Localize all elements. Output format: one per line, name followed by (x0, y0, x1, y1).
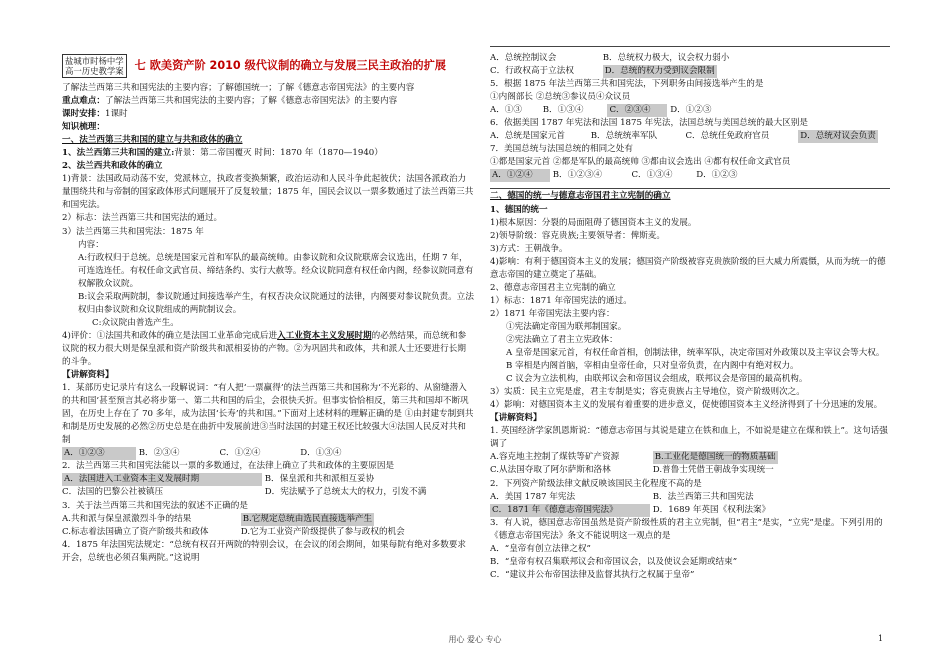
eval-part1: 4)评价：①法国共和政体的确立是法国工业革命完成后进 (62, 330, 278, 341)
s2-content-4: C 议会为立法机构，由联邦议会和帝国议会组成，联邦议会是帝国的最高机构。 (506, 374, 808, 385)
s2-essence: 3）实质：民主立宪是虚，君主专制是实；容克贵族占主导地位，资产阶级则次之。 (490, 387, 805, 398)
hours-text: 1课时 (104, 109, 128, 120)
question-4: 4．1875 年法国宪法规定：“总统有权召开两院的特别会议，在会议的闭会期间，如果每院有绝对多数要求开会，总统也必须召集两院。”这说明 (62, 539, 466, 563)
eval-underlined: 入工业资本主义发展时期 (277, 330, 372, 341)
q1-option-c: C．①②④ (219, 448, 261, 459)
q3-option-b: B.它规定总统由选民直接选举产生 (241, 513, 374, 526)
top-rule (490, 46, 890, 47)
section2-title (490, 188, 890, 203)
q3-option-a: A.共和派与保皇派激烈斗争的结果 (62, 513, 192, 524)
para-background: 1)背景：法国政局动荡不安，党派林立，执政者变换频繁，政治运动和人民斗争此起彼伏；法国各派政治力量围绕共和与帝制的国家政体形式问题展开了反复较量；1875 年，国民会议以一票多数通过了法兰西第三共和国宪法。 (62, 174, 474, 211)
s2-sign: 1）标志：1871 年帝国宪法的通过。 (490, 295, 632, 306)
q1-option-b: B．②③④ (138, 448, 180, 459)
s2-heading: 2、德意志帝国君主立宪制的确立 (490, 282, 616, 293)
rq2-options-cd (490, 504, 890, 517)
section2-title-text: 二、德国的统一与德意志帝国君主立宪制的确立 (490, 191, 671, 202)
q7-option-d: D．①②③ (696, 170, 738, 181)
para-a: A:行政权归于总统。总统是国家元首和军队的最高统帅。由参议院和众议院联席会议选出，任期 7 年，可连选连任。有权任命文武官员、缔结条约、实行大赦等。经众议院同意有权任命内阁，经参议院同意有权解散众议院。 (78, 252, 474, 289)
q1-options (62, 447, 474, 460)
q2-options-cd (62, 486, 474, 499)
s1-cause: 1)根本原因：分裂的局面阻碍了德国资本主义的发展。 (490, 217, 697, 228)
question-7: 7．美国总统与法国总统的相同之处有 (490, 144, 633, 155)
q5-option-b: B．①③④ (542, 105, 584, 116)
rq3-option-a: A．“皇帝有创立法律之权” (490, 543, 591, 554)
left-column (62, 48, 474, 565)
rq2-option-d: D．1689 年英国《权利法案》 (652, 504, 771, 515)
q6-option-a: A．总统是国家元首 (490, 131, 565, 142)
q3-option-d: D.它为工业资产阶级提供了参与政权的机会 (240, 526, 405, 537)
rq2-option-b: B．法兰西第三共和国宪法 (652, 491, 754, 502)
q7-options (490, 169, 890, 182)
rq3-option-c: C．“建议并公布帝国法律及监督其执行之权属于皇帝” (490, 569, 695, 580)
para-b: B:议会采取两院制，参议院通过间接选举产生，有权否决众议院通过的法律，内阁要对参议院负责。立法权归由参议院和众议院组成的两院制议会。 (78, 291, 474, 315)
q4-options-cd (490, 65, 890, 78)
s1-impact: 4)影响：有利于德国资本主义的发展；德国资产阶级被容克贵族阶级的巨大威力所震慑，从而为统一的德意志帝国的建立奠定了基础。 (490, 256, 886, 280)
school-line1: 盐城市时杨中学 (65, 56, 124, 66)
q6-option-b: B．总统统率军队 (590, 131, 658, 142)
right-question-2: 2．下列资产阶级法律文献反映该国民主化程度不高的是 (490, 478, 702, 489)
q2-option-a: A．法国进入工业资本主义发展时期 (62, 473, 262, 486)
rq2-options-ab (490, 491, 890, 504)
rq2-option-a: A．美国 1787 年宪法 (490, 491, 576, 502)
para-content-label: 内容： (78, 239, 104, 250)
q3-options-ab (62, 513, 474, 526)
rq3-option-b: B．“皇帝有权召集联邦议会和帝国议会，以及使议会延期或结束” (490, 556, 738, 567)
question-3: 3．关于法兰西第三共和国宪法的叙述不正确的是 (62, 500, 248, 511)
q2-options-ab (62, 473, 474, 486)
para-constitution: 3）法兰西第三共和国宪法：1875 年 (62, 226, 204, 237)
question-1: 1．某部历史记录片有这么一段解说词：“有人把‘一票赢得’的法兰西第三共和国称为‘不光彩的、从窗缝潜入的共和国’甚至预言其必将步第一、第二共和国的后尘，会很快夭折。但事实恰恰相反，第三共和国却不断巩固，在历史上存在了 70 多年，成为法国‘长寿’的共和国。”下面对上述材料的理解正确的是 ①由封建专制到共和制是历史发展的必然②历史总是在曲折中发展前进③当时法国的封建王权还比较强大④法国人民反对共和制 (62, 383, 474, 446)
q7-option-c: C．①③④ (631, 170, 673, 181)
q4-option-c: C．行政权高于立法权 (490, 66, 574, 77)
q4-options-ab (490, 52, 890, 65)
sub2-heading: 2、法兰西共和政体的确立 (62, 161, 163, 172)
question-2: 2．法兰西第三共和国宪法能以一票的多数通过，在法律上确立了共和政体的主要原因是 (62, 461, 395, 472)
focus-line (62, 95, 474, 108)
eval-part2: 的必然结果，而总统和参议院的权力很大则是保皇派和资产阶级共和派相妥协的产物。②为巩固共和政体，共和派人士还要进行长期的斗争。 (62, 330, 467, 367)
q1-option-a: A．①②③ (62, 447, 136, 460)
rq1-options-ab (490, 451, 890, 464)
s2-content: 2）1871 年帝国宪法主要内容： (490, 308, 615, 319)
q6-option-c: C．总统任免政府官员 (685, 131, 770, 142)
right-question-3: 3．有人说，德国意志帝国虽然是资产阶级性质的君主立宪制，但“君主”是实，“立宪”是虚。下列引用的《德意志帝国宪法》条文不能说明这一观点的是 (490, 517, 883, 541)
right-column (490, 52, 890, 582)
rq1-option-b: B.工业化是德国统一的物质基础 (653, 451, 778, 464)
q5-option-a: A．①③ (490, 105, 522, 116)
q5-options (490, 104, 890, 117)
header-row (62, 54, 474, 78)
q1-option-d: D．①③④ (300, 448, 342, 459)
sub1-line (62, 147, 474, 160)
focus-label: 重点难点： (62, 96, 105, 107)
lecture-heading: 【讲解资料】 (62, 370, 114, 381)
q5-option-d: D．①②③ (670, 105, 712, 116)
q4-option-b: B．总统权力极大，议会权力弱小 (602, 53, 730, 63)
focus-text: 了解法兰西第三共和国宪法的主要内容；了解《德意志帝国宪法》的主要内容 (104, 96, 398, 107)
q4-option-d: D．总统的权力受到议会限制 (603, 65, 717, 78)
para-evaluation (62, 330, 474, 369)
sub1-label: 1、法兰西第三共和国的建立: (62, 148, 175, 159)
s2-content-1: ①宪法确定帝国为联邦制国家。 (506, 321, 627, 332)
section1-title-text: 一、法兰西第三共和国的建立与共和政体的确立 (62, 135, 243, 146)
q4-option-a: A．总统控制议会 (490, 53, 557, 63)
q6-options (490, 130, 890, 143)
knowledge-heading: 知识梳理： (62, 122, 105, 133)
school-box (62, 54, 127, 78)
para-c: C:众议院由普选产生。 (92, 317, 179, 328)
rq1-option-d: D.普鲁士凭借王朝战争实现统一 (652, 465, 774, 476)
right-question-1: 1. 英国经济学家凯恩斯说：“德意志帝国与其说是建立在铁和血上，不如说是建立在煤和铁上”。这句话强调了 (490, 426, 888, 450)
hours-label: 课时安排： (62, 109, 105, 120)
intro-line: 了解法兰西第三共和国宪法的主要内容；了解德国统一；了解《德意志帝国宪法》的主要内容 (62, 83, 415, 93)
hours-line (62, 108, 474, 121)
para-sign: 2）标志：法兰西第三共和国宪法的通过。 (62, 213, 223, 224)
s1-leader: 2)领导阶级：容克贵族;主要领导者：俾斯麦。 (490, 230, 665, 241)
q6-option-d: D．总统对议会负责 (798, 130, 878, 143)
page-title: 七 欧美资产阶 2010 级代议制的确立与发展三民主政治的扩展 (134, 59, 446, 73)
school-line2: 高一历史教学案 (65, 66, 124, 76)
q2-option-b: B．保皇派和共和派相互妥协 (264, 474, 375, 485)
s2-content-2: ②宪法确立了君主立宪政体： (506, 334, 618, 345)
footer-text: 用心 爱心 专心 (448, 635, 502, 644)
rq1-options-cd (490, 464, 890, 477)
s2-content-3: A 皇帝是国家元首，有权任命首相，创制法律，统率军队，决定帝国对外政策以及主宰议会等大权。B 宰相是内阁首脑，宰相由皇帝任命，只对皇帝负责，在内阁中有绝对权力。 (506, 348, 885, 372)
q3-options-cd (62, 526, 474, 539)
s1-method: 3)方式：王朝战争。 (490, 243, 568, 254)
s1-heading: 1、德国的统一 (490, 204, 548, 215)
q2-option-d: D．宪法赋予了总统太大的权力，引发不满 (264, 487, 427, 498)
page-number: 1 (878, 634, 884, 643)
q7-option-b: B．①②③④ (552, 170, 603, 181)
sub1-text: 背景：第二帝国覆灭 时间：1870 年（1870—1940） (174, 148, 383, 159)
question-6: 6．依据美国 1787 年宪法和法国 1875 年宪法，法国总统与美国总统的最大区别是 (490, 118, 808, 129)
rq2-option-c: C．1871 年《德意志帝国宪法》 (490, 504, 650, 517)
q7-items: ①都是国家元首 ②都是军队的最高统帅 ③都由议会选出 ④都有权任命文武官员 (490, 157, 791, 168)
s2-impact: 4）影响：对德国资本主义的发展有着重要的进步意义，促使德国资本主义经济得到了十分迅速的发展。 (490, 400, 883, 411)
q7-option-a: A．①②④ (490, 169, 550, 182)
q3-option-c: C.标志着法国确立了资产阶级共和政体 (62, 526, 209, 537)
rq1-option-a: A.容克地主控制了煤铁等矿产资源 (490, 452, 620, 463)
section1-title (62, 134, 474, 147)
q5-items: ①内阁部长 ②总统③参议员④众议员 (490, 92, 631, 103)
q2-option-c: C．法国的巴黎公社被镇压 (62, 487, 164, 498)
rq1-option-c: C.从法国夺取了阿尔萨斯和洛林 (490, 465, 611, 476)
question-5: 5．根据 1875 年法兰西第三共和国宪法，下列职务由间接选举产生的是 (490, 79, 764, 90)
q5-option-c: C．②③④ (607, 104, 667, 117)
right-lecture-heading: 【讲解资料】 (490, 413, 542, 424)
